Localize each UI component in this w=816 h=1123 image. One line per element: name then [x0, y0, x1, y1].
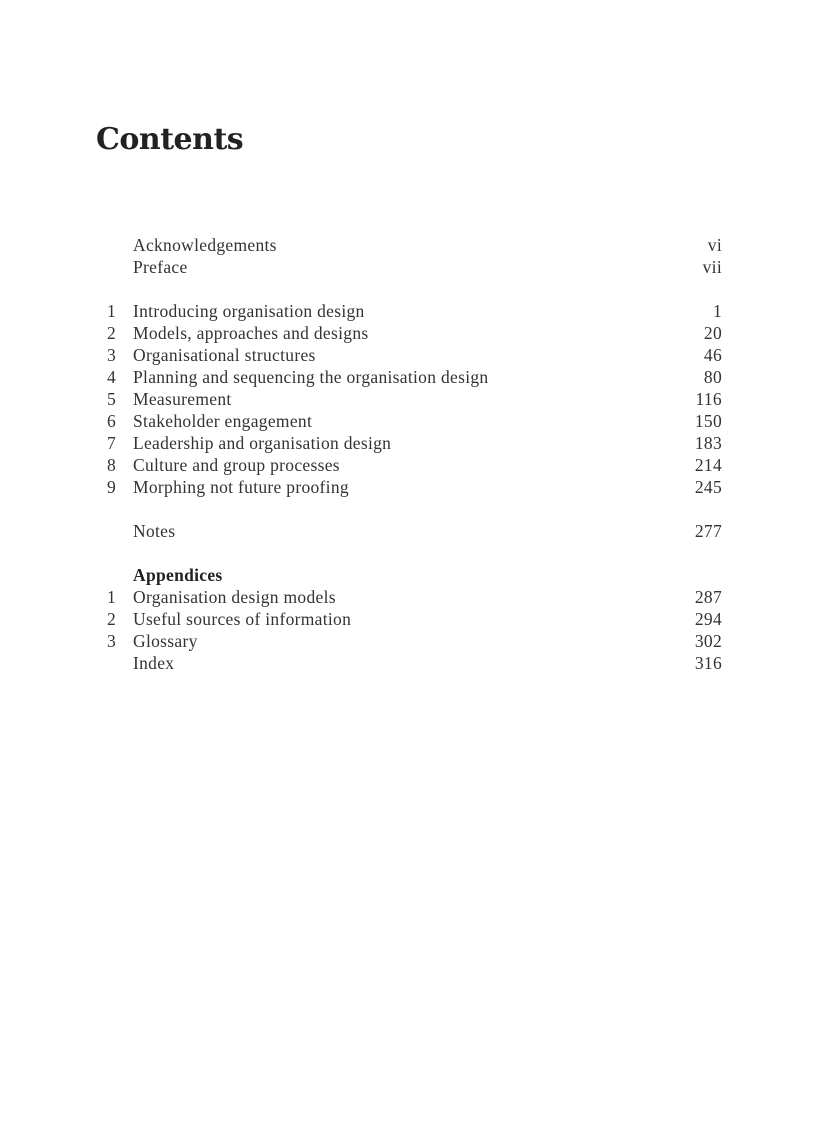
chapter-number: 6 [106, 411, 116, 431]
toc-entry-page: 20 [703, 323, 722, 343]
toc-entry-page: 277 [694, 521, 722, 541]
toc-entry-label: Morphing not future proofing [133, 477, 349, 497]
spacer [96, 498, 722, 520]
toc-entry-page: 316 [694, 653, 722, 673]
toc-entry-chapter-1[interactable] [96, 300, 722, 322]
toc-entry-appendix-2[interactable] [96, 608, 722, 630]
toc-entry-label: Planning and sequencing the organisation design [133, 367, 489, 387]
appendix-number: 3 [106, 631, 116, 651]
toc-entry-label: Glossary [133, 631, 198, 651]
toc-entry-notes[interactable] [96, 520, 722, 542]
toc-entry-label: Useful sources of information [133, 609, 352, 629]
appendices-heading [96, 564, 722, 586]
toc-entry-page: 46 [703, 345, 722, 365]
toc-entry-label: Stakeholder engagement [133, 411, 313, 431]
toc-entry-preface[interactable] [96, 256, 722, 278]
toc-entry-page: vii [702, 257, 722, 277]
page-title: Contents [96, 122, 244, 157]
toc-entry-page: 287 [694, 587, 722, 607]
chapter-number: 4 [106, 367, 116, 387]
toc-entry-chapter-7[interactable] [96, 432, 722, 454]
chapter-number: 1 [106, 301, 116, 321]
toc-entry-page: 214 [694, 455, 722, 475]
toc-entry-label: Introducing organisation design [133, 301, 365, 321]
chapter-number: 7 [106, 433, 116, 453]
toc-entry-appendix-3[interactable] [96, 630, 722, 652]
chapter-number: 9 [106, 477, 116, 497]
appendix-number: 1 [106, 587, 116, 607]
toc-entry-label: Organisational structures [133, 345, 316, 365]
toc-entry-label: Organisation design models [133, 587, 336, 607]
toc-entry-label: Measurement [133, 389, 232, 409]
chapter-number: 8 [106, 455, 116, 475]
toc-entry-acknowledgements[interactable] [96, 234, 722, 256]
toc-entry-label: Models, approaches and designs [133, 323, 369, 343]
toc-entry-appendix-1[interactable] [96, 586, 722, 608]
toc-entry-chapter-8[interactable] [96, 454, 722, 476]
table-of-contents [96, 234, 722, 674]
toc-entry-page: 183 [694, 433, 722, 453]
toc-entry-index[interactable] [96, 652, 722, 674]
appendix-number: 2 [106, 609, 116, 629]
chapter-number: 2 [106, 323, 116, 343]
toc-entry-chapter-4[interactable] [96, 366, 722, 388]
toc-entry-label: Culture and group processes [133, 455, 340, 475]
toc-entry-page: 116 [695, 389, 722, 409]
spacer [96, 542, 722, 564]
toc-entry-page: vi [707, 235, 722, 255]
toc-entry-page: 245 [694, 477, 722, 497]
toc-entry-chapter-2[interactable] [96, 322, 722, 344]
toc-entry-chapter-6[interactable] [96, 410, 722, 432]
toc-entry-label: Acknowledgements [133, 235, 277, 255]
toc-entry-chapter-9[interactable] [96, 476, 722, 498]
toc-entry-page: 150 [694, 411, 722, 431]
chapter-number: 5 [106, 389, 116, 409]
toc-entry-page: 294 [694, 609, 722, 629]
toc-entry-label: Index [133, 653, 175, 673]
spacer [96, 278, 722, 300]
toc-entry-label: Leadership and organisation design [133, 433, 392, 453]
toc-entry-page: 302 [694, 631, 722, 651]
toc-entry-chapter-5[interactable] [96, 388, 722, 410]
chapter-number: 3 [106, 345, 116, 365]
toc-entry-label: Preface [133, 257, 188, 277]
section-heading: Appendices [133, 565, 223, 585]
toc-entry-page: 1 [712, 301, 722, 321]
toc-entry-page: 80 [703, 367, 722, 387]
toc-entry-label: Notes [133, 521, 176, 541]
toc-entry-chapter-3[interactable] [96, 344, 722, 366]
